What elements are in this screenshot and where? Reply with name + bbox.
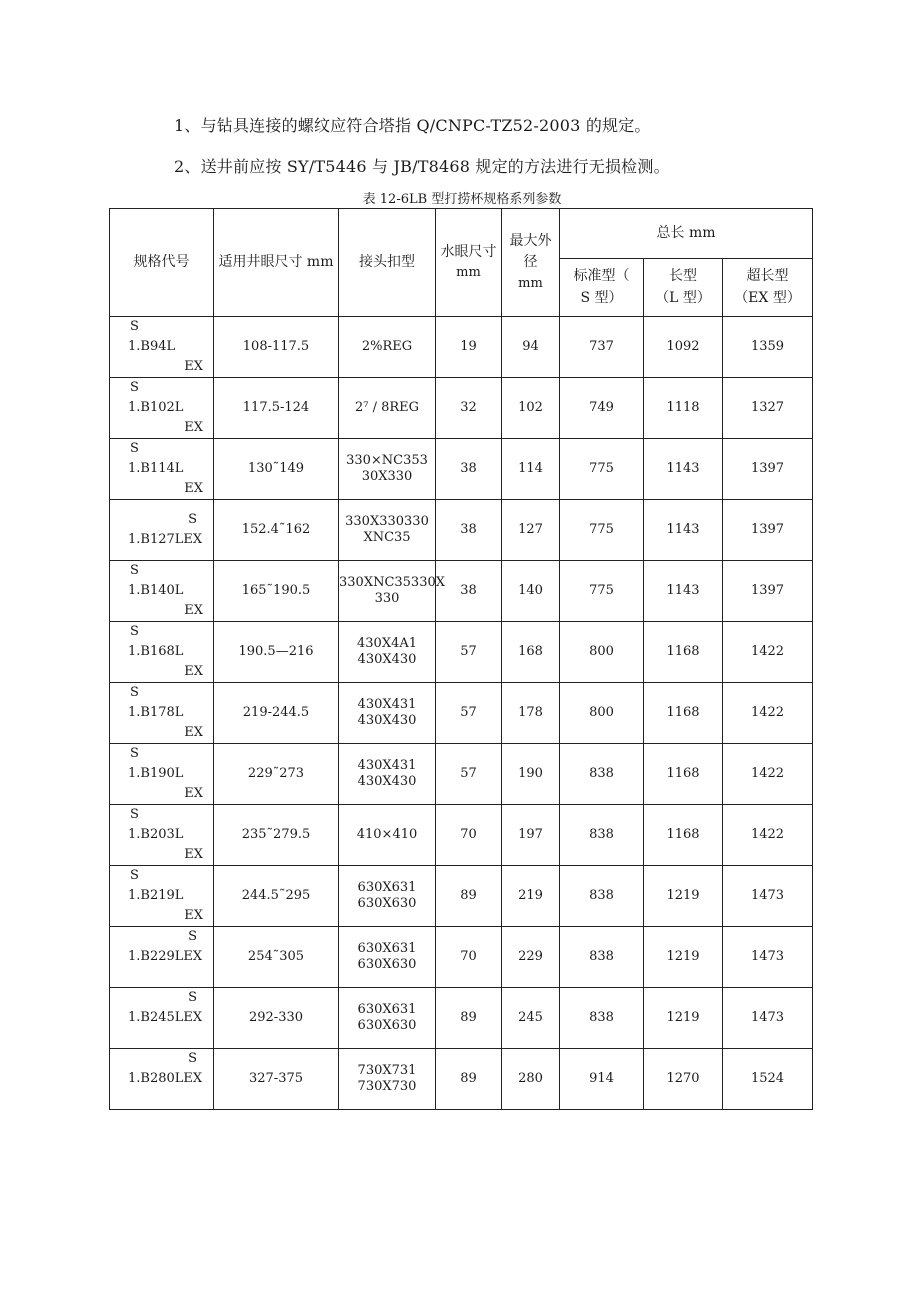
thread-line2: 330 (374, 591, 400, 606)
cell-code (110, 988, 214, 1049)
code-suffix: EX (184, 603, 203, 618)
header-total-length: 总长 mm (560, 209, 813, 259)
header-thread: 接头扣型 (339, 209, 436, 317)
thread-line2: 430X430 (357, 652, 417, 667)
cell-thread (339, 561, 445, 622)
thread-line2: 430X430 (357, 774, 417, 789)
table-row (110, 378, 813, 439)
code-prefix: S (188, 512, 197, 527)
spec-table (109, 208, 813, 1110)
cell-water-hole: 19 (436, 317, 502, 378)
code-prefix: S (130, 624, 139, 639)
header-extra-long-type (723, 259, 813, 317)
cell-standard-length: 838 (560, 988, 644, 1049)
cell-well-size: 235˜279.5 (214, 805, 339, 866)
cell-water-hole: 38 (436, 500, 502, 561)
header-standard-line1: 标准型（ (573, 268, 630, 284)
thread-line1: 2%REG (361, 338, 413, 354)
cell-long-length: 1143 (644, 500, 723, 561)
table-row (110, 683, 813, 744)
cell-well-size: 108-117.5 (214, 317, 339, 378)
cell-code (110, 927, 214, 988)
header-max-od (502, 209, 560, 317)
cell-code (110, 1049, 214, 1110)
cell-long-length: 1168 (644, 805, 723, 866)
header-water-hole (436, 209, 502, 317)
code-suffix: EX (184, 481, 203, 496)
cell-thread (339, 317, 436, 378)
header-max-od-line3: mm (518, 275, 543, 291)
table-row (110, 561, 813, 622)
code-value: 1.B140L (128, 583, 184, 598)
cell-extra-long-length: 1422 (723, 683, 813, 744)
code-prefix: S (188, 990, 197, 1005)
code-suffix: EX (184, 664, 203, 679)
code-value: 1.B219L (128, 888, 184, 903)
cell-code (110, 866, 214, 927)
cell-max-od: 280 (502, 1049, 560, 1110)
cell-well-size: 327-375 (214, 1049, 339, 1110)
code-value: 1.B178L (128, 705, 184, 720)
thread-line1: 330×NC353 (346, 452, 428, 468)
code-suffix: EX (184, 786, 203, 801)
code-value: 1.B102L (128, 400, 184, 415)
table-row (110, 927, 813, 988)
code-value: 1.B280LEX (128, 1071, 203, 1086)
cell-extra-long-length: 1422 (723, 622, 813, 683)
code-prefix: S (130, 319, 139, 334)
code-prefix: S (188, 929, 197, 944)
cell-thread (339, 805, 436, 866)
cell-standard-length: 838 (560, 805, 644, 866)
cell-water-hole: 89 (436, 1049, 502, 1110)
thread-line2: 30X330 (361, 469, 413, 484)
cell-code (110, 744, 214, 805)
cell-standard-length: 775 (560, 500, 644, 561)
cell-thread (339, 1049, 436, 1110)
table-row (110, 805, 813, 866)
cell-thread (339, 927, 436, 988)
cell-standard-length: 800 (560, 622, 644, 683)
cell-extra-long-length: 1397 (723, 561, 813, 622)
thread-line2: 630X630 (357, 896, 417, 911)
cell-max-od: 219 (502, 866, 560, 927)
cell-standard-length: 838 (560, 744, 644, 805)
header-well-size: 适用井眼尺寸 mm (214, 209, 339, 317)
cell-water-hole: 38 (436, 439, 502, 500)
header-max-od-line2: 径 (523, 254, 538, 271)
cell-thread (339, 439, 436, 500)
code-prefix: S (130, 807, 139, 822)
cell-water-hole: 32 (436, 378, 502, 439)
cell-long-length: 1143 (644, 439, 723, 500)
header-standard-type (560, 259, 644, 317)
cell-long-length: 1092 (644, 317, 723, 378)
cell-code (110, 500, 214, 561)
cell-standard-length: 800 (560, 683, 644, 744)
thread-line1: 330X330330 (345, 513, 429, 529)
cell-max-od: 178 (502, 683, 560, 744)
code-suffix: EX (184, 847, 203, 862)
cell-well-size: 130˜149 (214, 439, 339, 500)
cell-extra-long-length: 1359 (723, 317, 813, 378)
table-row (110, 439, 813, 500)
cell-well-size: 229˜273 (214, 744, 339, 805)
cell-well-size: 190.5—216 (214, 622, 339, 683)
thread-line1: 730X731 (357, 1062, 417, 1078)
cell-standard-length: 838 (560, 927, 644, 988)
cell-extra-long-length: 1422 (723, 805, 813, 866)
cell-water-hole: 38 (436, 561, 502, 622)
cell-well-size: 165˜190.5 (214, 561, 339, 622)
cell-max-od: 197 (502, 805, 560, 866)
cell-water-hole: 57 (436, 744, 502, 805)
header-long-type (644, 259, 723, 317)
cell-thread (339, 622, 436, 683)
thread-line2: XNC35 (363, 530, 411, 545)
cell-long-length: 1118 (644, 378, 723, 439)
thread-line1: 330XNC35330X (339, 574, 445, 590)
thread-line1: 630X631 (357, 1001, 417, 1017)
cell-max-od: 114 (502, 439, 560, 500)
thread-line1: 410×410 (356, 826, 418, 842)
cell-thread (339, 683, 436, 744)
thread-line2: 630X630 (357, 957, 417, 972)
code-prefix: S (188, 1051, 197, 1066)
cell-well-size: 219-244.5 (214, 683, 339, 744)
cell-water-hole: 57 (436, 622, 502, 683)
table-row (110, 866, 813, 927)
cell-code (110, 805, 214, 866)
paragraph-ndt-inspection: 2、送井前应按 SY/T5446 与 JB/T8468 规定的方法进行无损检测。 (174, 157, 670, 176)
cell-extra-long-length: 1473 (723, 927, 813, 988)
cell-water-hole: 70 (436, 805, 502, 866)
cell-well-size: 292-330 (214, 988, 339, 1049)
cell-extra-long-length: 1397 (723, 439, 813, 500)
code-value: 1.B127LEX (128, 532, 203, 547)
header-extra-line1: 超长型 (746, 268, 789, 284)
cell-max-od: 140 (502, 561, 560, 622)
cell-code (110, 378, 214, 439)
code-value: 1.B168L (128, 644, 184, 659)
code-prefix: S (130, 441, 139, 456)
thread-line1: 430X431 (357, 757, 417, 773)
code-value: 1.B114L (128, 461, 184, 476)
header-standard-line2: S 型） (580, 289, 623, 306)
cell-well-size: 152.4˜162 (214, 500, 339, 561)
cell-long-length: 1168 (644, 683, 723, 744)
cell-standard-length: 775 (560, 561, 644, 622)
cell-code (110, 439, 214, 500)
cell-thread (339, 744, 436, 805)
cell-long-length: 1270 (644, 1049, 723, 1110)
table-row (110, 988, 813, 1049)
cell-extra-long-length: 1422 (723, 744, 813, 805)
cell-standard-length: 775 (560, 439, 644, 500)
table-row (110, 744, 813, 805)
cell-standard-length: 838 (560, 866, 644, 927)
thread-line1: 430X4A1 (357, 635, 417, 651)
cell-code (110, 622, 214, 683)
header-extra-line2: （EX 型） (734, 289, 801, 306)
code-suffix: EX (184, 908, 203, 923)
code-value: 1.B94L (128, 339, 176, 354)
thread-line1: 630X631 (357, 940, 417, 956)
cell-thread (339, 500, 436, 561)
cell-water-hole: 57 (436, 683, 502, 744)
cell-long-length: 1219 (644, 866, 723, 927)
header-water-hole-line2: mm (456, 265, 481, 281)
thread-line1: 630X631 (357, 879, 417, 895)
cell-long-length: 1219 (644, 927, 723, 988)
cell-well-size: 244.5˜295 (214, 866, 339, 927)
table-body (110, 317, 813, 1110)
cell-max-od: 190 (502, 744, 560, 805)
code-prefix: S (130, 685, 139, 700)
cell-water-hole: 70 (436, 927, 502, 988)
thread-line1: 430X431 (357, 696, 417, 712)
thread-line2: 730X730 (357, 1079, 417, 1094)
cell-standard-length: 749 (560, 378, 644, 439)
code-prefix: S (130, 868, 139, 883)
paragraph-thread-spec: 1、与钻具连接的螺纹应符合塔指 Q/CNPC-TZ52-2003 的规定。 (174, 116, 651, 135)
cell-code (110, 317, 214, 378)
cell-code (110, 561, 214, 622)
code-value: 1.B203L (128, 827, 184, 842)
table-row (110, 622, 813, 683)
cell-extra-long-length: 1397 (723, 500, 813, 561)
header-long-line2: （L 型） (655, 289, 711, 306)
cell-max-od: 229 (502, 927, 560, 988)
header-water-hole-line1: 水眼尺寸 (440, 243, 497, 260)
code-suffix: EX (184, 420, 203, 435)
cell-max-od: 127 (502, 500, 560, 561)
cell-long-length: 1143 (644, 561, 723, 622)
code-suffix: EX (184, 359, 203, 374)
code-value: 1.B245LEX (128, 1010, 203, 1025)
cell-max-od: 245 (502, 988, 560, 1049)
cell-water-hole: 89 (436, 866, 502, 927)
thread-line1: 2⁷ / 8REG (354, 399, 420, 415)
table-row (110, 500, 813, 561)
table-caption: 表 12-6LB 型打捞杯规格系列参数 (362, 192, 562, 207)
cell-code (110, 683, 214, 744)
cell-thread (339, 988, 436, 1049)
code-value: 1.B229LEX (128, 949, 203, 964)
cell-thread (339, 866, 436, 927)
code-value: 1.B190L (128, 766, 184, 781)
header-row (110, 209, 813, 259)
header-long-line1: 长型 (669, 268, 697, 284)
header-code: 规格代号 (110, 209, 214, 317)
code-prefix: S (130, 563, 139, 578)
cell-well-size: 254˜305 (214, 927, 339, 988)
thread-line2: 430X430 (357, 713, 417, 728)
cell-long-length: 1168 (644, 744, 723, 805)
code-prefix: S (130, 746, 139, 761)
cell-standard-length: 914 (560, 1049, 644, 1110)
table-row (110, 1049, 813, 1110)
cell-long-length: 1219 (644, 988, 723, 1049)
cell-max-od: 102 (502, 378, 560, 439)
cell-standard-length: 737 (560, 317, 644, 378)
cell-well-size: 117.5-124 (214, 378, 339, 439)
cell-extra-long-length: 1327 (723, 378, 813, 439)
cell-max-od: 94 (502, 317, 560, 378)
cell-thread (339, 378, 436, 439)
cell-extra-long-length: 1524 (723, 1049, 813, 1110)
cell-long-length: 1168 (644, 622, 723, 683)
cell-water-hole: 89 (436, 988, 502, 1049)
cell-extra-long-length: 1473 (723, 866, 813, 927)
cell-max-od: 168 (502, 622, 560, 683)
header-max-od-line1: 最大外 (509, 232, 552, 249)
cell-extra-long-length: 1473 (723, 988, 813, 1049)
thread-line2: 630X630 (357, 1018, 417, 1033)
table-row (110, 317, 813, 378)
code-suffix: EX (184, 725, 203, 740)
code-prefix: S (130, 380, 139, 395)
